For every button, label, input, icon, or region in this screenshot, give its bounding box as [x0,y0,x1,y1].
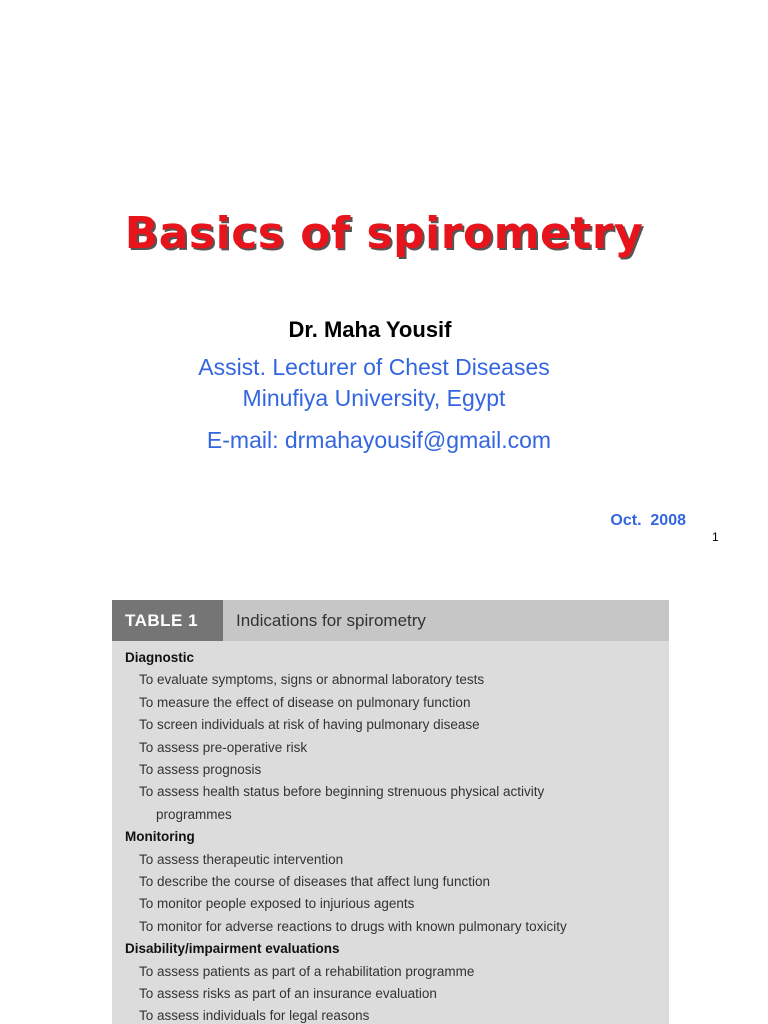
list-item [125,983,665,1005]
affiliation-line-1: Assist. Lecturer of Chest Diseases [198,354,550,380]
list-item [125,893,665,915]
page-number: 1 [712,530,719,544]
table-header [112,600,669,641]
affiliation-line-2: Minufiya University, Egypt [242,385,506,411]
list-item [125,669,665,691]
list-item-text: To assess health status before beginning strenuous physical activity [139,784,545,800]
section-label: Disability/impairment evaluations [125,941,340,957]
list-item-text: To assess patients as part of a rehabilitation programme [139,963,475,979]
presentation-date: Oct. 2008 [610,512,686,529]
author-name: Dr. Maha Yousif [288,317,452,342]
list-item [125,781,665,826]
list-item [125,737,665,759]
list-item-text: To evaluate symptoms, signs or abnormal laboratory tests [139,672,485,688]
list-item [125,961,665,983]
list-item [125,1005,665,1024]
list-item [125,759,665,781]
list-item-continuation: programmes [156,806,232,822]
list-item-text: To assess risks as part of an insurance evaluation [139,986,437,1002]
list-item-text: To assess pre-operative risk [139,739,308,755]
list-item-text: To measure the effect of disease on pulmonary function [139,694,471,710]
list-item-text: To assess prognosis [139,762,262,778]
list-item [125,916,665,938]
list-item-text: To assess therapeutic intervention [139,851,344,867]
list-item-text: To screen individuals at risk of having pulmonary disease [139,717,480,733]
list-item-text: To assess individuals for legal reasons [139,1008,370,1024]
list-item [125,849,665,871]
affiliation [0,352,748,414]
indications-table [112,600,669,1024]
list-item-text: To monitor people exposed to injurious agents [139,896,415,912]
list-item [125,714,665,736]
list-item-text: To monitor for adverse reactions to drugs with known pulmonary toxicity [139,918,567,934]
list-item [125,871,665,893]
table-body [125,647,665,1024]
section-label: Monitoring [125,829,195,845]
table-tag: TABLE 1 [112,600,223,641]
section-label: Diagnostic [125,650,195,665]
list-item [125,692,665,714]
slide-title: Basics of spirometry [124,208,644,259]
list-item-text: To describe the course of diseases that affect lung function [139,874,490,890]
table-caption: Indications for spirometry [236,611,426,630]
email-address: E-mail: drmahayousif@gmail.com [206,427,552,453]
